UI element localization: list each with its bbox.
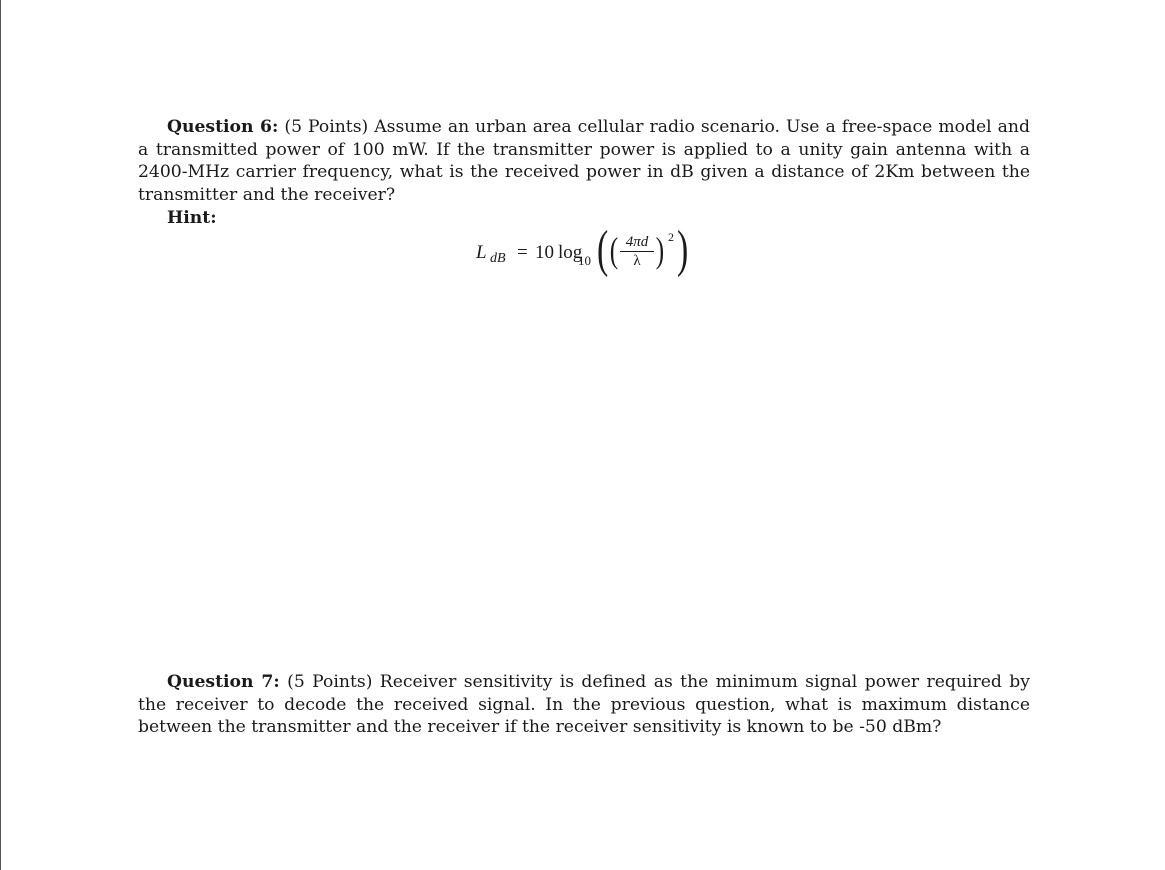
question-6-text: (5 Points) Assume an urban area cellular radio scenario. Use a free-space model and a transmitted power of 100 mW. If the transmitter power is applied to a unity gain antenna with a 2400-MHz carrier frequency, what is the received power in dB given a distance of 2Km between the transmitter and the receiver? bbox=[138, 117, 1030, 205]
formula-inner-paren-open: ( bbox=[609, 230, 619, 270]
formula-lhs-subscript: dB bbox=[490, 251, 506, 266]
formula-fraction bbox=[620, 234, 654, 269]
question-7 bbox=[138, 671, 1030, 739]
formula-log-base: 10 bbox=[578, 253, 591, 268]
question-7-text: (5 Points) Receiver sensitivity is defined as the minimum signal power required by the receiver to decode the received signal. In the previous question, what is maximum distance between the transmitter and the receiver if the receiver sensitivity is known to be -50 dBm? bbox=[138, 672, 1030, 738]
formula-denominator: λ bbox=[633, 253, 641, 269]
question-6-heading: Question 6: bbox=[167, 117, 279, 137]
formula-lhs: L bbox=[476, 242, 487, 263]
formula-outer-paren-close: ) bbox=[677, 221, 689, 278]
question-6 bbox=[138, 116, 1030, 206]
formula-equals: = bbox=[517, 242, 528, 263]
formula-coefficient: 10 bbox=[535, 242, 554, 263]
hint-label: Hint: bbox=[167, 208, 217, 228]
formula-outer-paren-open: ( bbox=[597, 221, 609, 278]
formula-function: log bbox=[558, 242, 583, 263]
page-left-edge bbox=[0, 0, 1, 870]
formula-numerator: 4πd bbox=[625, 234, 649, 250]
formula-inner-paren-close: ) bbox=[655, 230, 665, 270]
formula-fraction-bar bbox=[620, 251, 654, 252]
path-loss-formula bbox=[474, 221, 704, 290]
formula-exponent: 2 bbox=[668, 230, 674, 244]
question-7-heading: Question 7: bbox=[167, 672, 280, 692]
